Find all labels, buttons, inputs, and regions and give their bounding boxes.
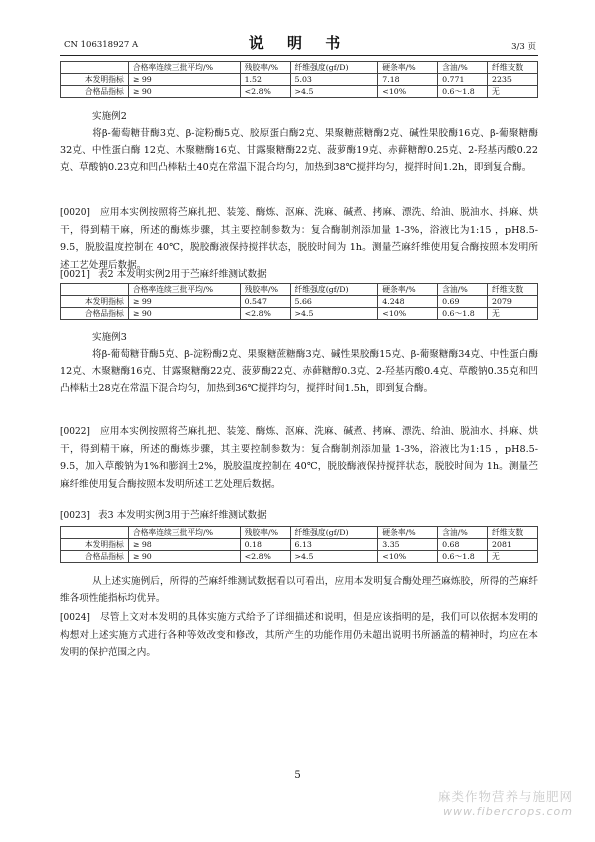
table-header-cell: 含油/% [438, 62, 488, 74]
table-header-cell: 硬条率/% [378, 527, 438, 539]
table-3-caption: 表3 本发明实例3用于苎麻纤维测试数据 [97, 510, 267, 521]
table-cell: 0.18 [240, 539, 290, 551]
table-cell: >4.5 [290, 551, 378, 563]
table-cell: >4.5 [290, 86, 378, 98]
page-indicator: 3/3 页 [511, 42, 536, 52]
table-2-caption-line: [0021] 表2 本发明实例2用于苎麻纤维测试数据 [60, 269, 267, 280]
table-cell: <10% [378, 308, 438, 320]
table-2 [60, 283, 538, 320]
table-row [61, 86, 538, 98]
table-cell: 无 [488, 551, 538, 563]
table-cell: 0.68 [438, 539, 488, 551]
table-header-cell: 纤维强度(gf/D) [290, 527, 378, 539]
table-cell: 7.18 [378, 74, 438, 86]
table-header-cell: 含油/% [438, 527, 488, 539]
table-cell: ≥ 99 [128, 74, 240, 86]
document-title: 说 明 书 [248, 34, 350, 52]
table-cell: 0.771 [438, 74, 488, 86]
site-watermark [438, 787, 573, 818]
table-header-cell: 纤维支数 [488, 284, 538, 296]
table-cell: 无 [488, 86, 538, 98]
table-cell: ≥ 90 [128, 308, 240, 320]
table-cell: 6.13 [290, 539, 378, 551]
row-label-cell: 合格品指标 [61, 551, 129, 563]
table-cell: 0.547 [240, 296, 290, 308]
table-row [61, 539, 538, 551]
table-cell: <2.8% [240, 86, 290, 98]
table-header-cell: 硬条率/% [378, 284, 438, 296]
table-2-caption: 表2 本发明实例2用于苎麻纤维测试数据 [97, 269, 267, 280]
table-cell: 2081 [488, 539, 538, 551]
table-cell: <10% [378, 86, 438, 98]
table-row [61, 74, 538, 86]
example-2-text: 将β-葡萄糖苷酶3克、β-淀粉酶5克、胶原蛋白酶2克、果聚糖蔗糖酶2克、碱性果胶酶16克、β-葡聚糖酶32克、中性蛋白酶 12克、木聚糖酶16克、甘露聚糖酶22克、菠萝酶19克、赤藓糖醇0.25克、2-羟基丙酸0.22克、草酸钠0.23克和凹凸棒粘土40克在常温下混合均匀，加热到38℃搅拌均匀，搅拌时间1.2h，即到复合酶。 [60, 128, 538, 174]
table-3 [60, 526, 538, 563]
table-cell: <2.8% [240, 551, 290, 563]
summary-paragraph: 从上述实施例后，所得的苎麻纤维测试数据看以可看出，应用本发明复合酶处理苎麻炼胶，所得的苎麻纤维各项性能指标均优异。 [60, 576, 538, 605]
table-row [61, 296, 538, 308]
patent-number: CN 106318927 A [64, 40, 139, 50]
table-cell: ≥ 90 [128, 86, 240, 98]
paragraph-0022: [0022] 应用本实例按照将苎麻扎把、装笼、酶炼、沤麻、洗麻、碱煮、拷麻、漂洗、给油、脱油水、抖麻、烘干，得到精干麻，所述的酶炼步骤，其主要控制参数为：复合酶制剂添加量 1-3%，浴液比为1:15 ，pH8.5-9.5，加入草酸钠为1%和膨润土2%，脱胶温度控制在 40℃，脱胶酶液保持搅拌状态，脱胶时间为 1h。测量苎麻纤维使用复合酶按照本发明所述工艺处理后数据。 [60, 426, 538, 490]
table-cell: <10% [378, 551, 438, 563]
table-header-cell: 纤维强度(gf/D) [290, 62, 378, 74]
header-rule [60, 55, 538, 56]
table-cell: 1.52 [240, 74, 290, 86]
table-cell: <2.8% [240, 308, 290, 320]
table-header-row [61, 527, 538, 539]
row-label-cell: 合格品指标 [61, 86, 129, 98]
row-label-cell: 合格品指标 [61, 308, 129, 320]
example-2-title: 实施例2 [92, 111, 127, 122]
table-cell: 无 [488, 308, 538, 320]
table-cell: 2079 [488, 296, 538, 308]
paragraph-0024: [0024] 尽管上文对本发明的具体实施方式给予了详细描述和说明，但是应该指明的是，我们可以依据本发明的构想对上述实施方式进行各种等效改变和修改，其所产生的功能作用仍未超出说明书所涵盖的精神时，均应在本发明的保护范围之内。 [60, 612, 538, 659]
table-header-cell: 残胶率/% [240, 62, 290, 74]
table-cell: ≥ 99 [128, 296, 240, 308]
table-cell: 0.6～1.8 [438, 86, 488, 98]
table-cell: 3.35 [378, 539, 438, 551]
row-label-cell: 本发明指标 [61, 296, 129, 308]
table-cell: 5.03 [290, 74, 378, 86]
table-1 [60, 61, 538, 98]
watermark-url: www.fibercrops.com [443, 805, 573, 818]
watermark-name: 麻类作物营养与施肥网 [437, 789, 573, 804]
page-header [60, 32, 538, 54]
table-header-cell: 含油/% [438, 284, 488, 296]
table-cell: ≥ 90 [128, 551, 240, 563]
table-header-cell [61, 527, 129, 539]
table-3-caption-line: [0023] 表3 本发明实例3用于苎麻纤维测试数据 [60, 510, 267, 521]
table-cell: 2235 [488, 74, 538, 86]
table-header-cell: 纤维支数 [488, 62, 538, 74]
table-header-cell: 硬条率/% [378, 62, 438, 74]
table-cell: >4.5 [290, 308, 378, 320]
row-label-cell: 本发明指标 [61, 539, 129, 551]
table-header-cell: 合格率连续三批平均/% [128, 62, 240, 74]
table-header-cell: 残胶率/% [240, 284, 290, 296]
table-header-cell: 纤维强度(gf/D) [290, 284, 378, 296]
table-cell: 5.66 [290, 296, 378, 308]
table-header-row [61, 284, 538, 296]
table-row [61, 308, 538, 320]
table-cell: 0.69 [438, 296, 488, 308]
paragraph-0020: [0020] 应用本实例按照将苎麻扎把、装笼、酶炼、沤麻、洗麻、碱煮、拷麻、漂洗、给油、脱油水、抖麻、烘干，得到精干麻，所述的酶炼步骤，其主要控制参数为：复合酶制剂添加量 1-3%，浴液比为1:15 ，pH8.5-9.5，脱胶温度控制在 40℃，脱胶酶液保持搅拌状态，脱胶时间为 1h。测量苎麻纤维使用复合酶按照本发明所述工艺处理后数据。 [60, 207, 538, 271]
page-number: 5 [294, 770, 301, 781]
table-header-cell [61, 284, 129, 296]
table-header-cell: 残胶率/% [240, 527, 290, 539]
table-header-cell: 纤维支数 [488, 527, 538, 539]
table-header-cell: 合格率连续三批平均/% [128, 284, 240, 296]
table-header-row [61, 62, 538, 74]
example-3-text: 将β-葡萄糖苷酶5克、β-淀粉酶2克、果聚糖蔗糖酶3克、碱性果胶酶15克、β-葡聚糖酶34克、中性蛋白酶 12克、木聚糖酶16克、甘露聚糖酶22克、菠萝酶22克、赤藓糖醇0.3克、2-羟基丙酸0.4克、草酸钠0.35克和凹凸棒粘土28克在常温下混合均匀，加热到36℃搅拌均匀，搅拌时间1.5h，即到复合酶。 [60, 349, 538, 395]
row-label-cell: 本发明指标 [61, 74, 129, 86]
table-cell: 0.6～1.8 [438, 308, 488, 320]
table-header-cell [61, 62, 129, 74]
example-3-title: 实施例3 [92, 332, 127, 343]
table-header-cell: 合格率连续三批平均/% [128, 527, 240, 539]
table-cell: ≥ 98 [128, 539, 240, 551]
table-row [61, 551, 538, 563]
table-cell: 0.6～1.8 [438, 551, 488, 563]
table-cell: 4.248 [378, 296, 438, 308]
